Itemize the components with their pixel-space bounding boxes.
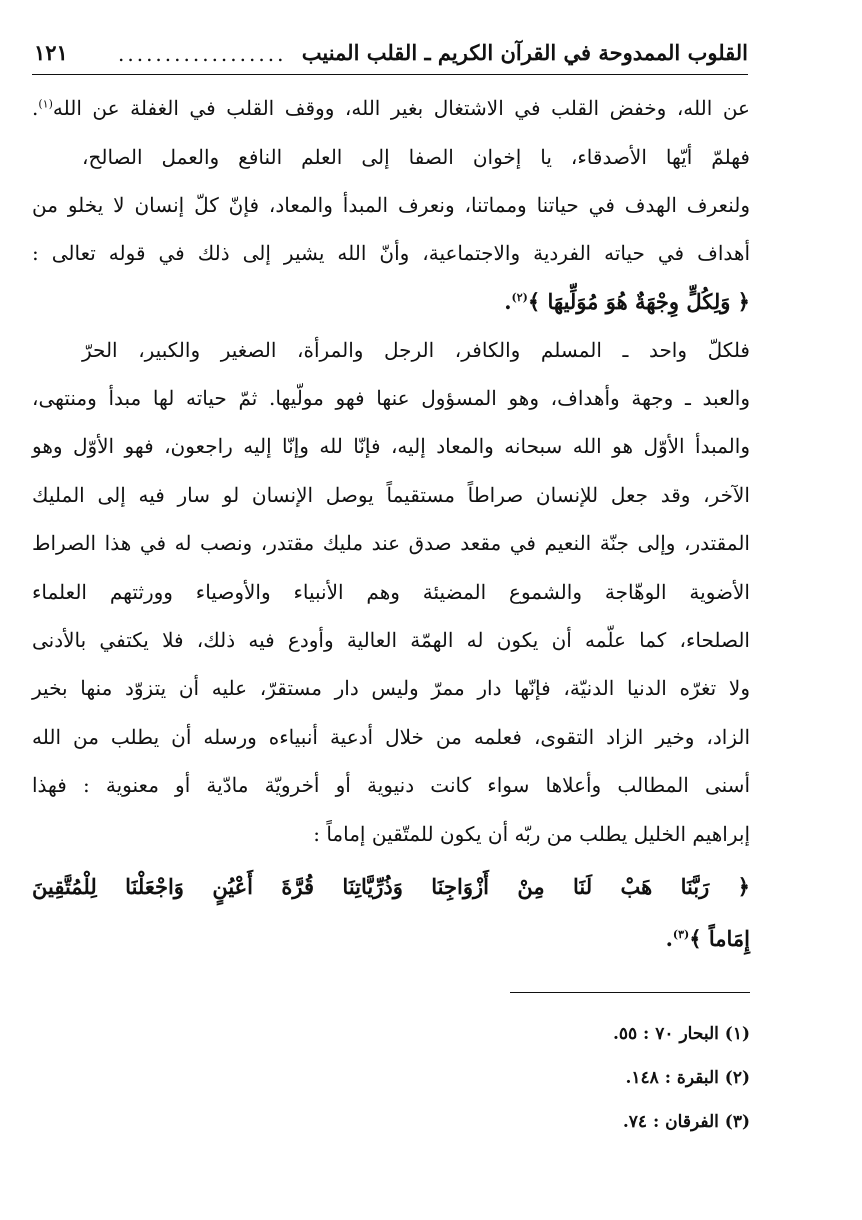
quran-verse: ﴿ رَبَّنَا هَبْ لَنَا مِنْ أَزْوَاجِنَا وَذُرِّيَّاتِنَا قُرَّةَ أَعْيُنٍ وَاجْعَلْنَا لِلْمُتَّقِينَ	[32, 874, 750, 899]
text-line: الآخر، وقد جعل للإنسان صراطاً مستقيماً يوصل الإنسان لو سار فيه إلى المليك	[32, 483, 750, 507]
running-title: القلوب الممدوحة في القرآن الكريم ـ القلب المنيب	[301, 40, 748, 65]
text-line: والمبدأ الأوّل هو الله سبحانه والمعاد إليه، فإنّا لله وإنّا إليه راجعون، فهو الأوّل وهو	[32, 434, 750, 458]
text-line: ولنعرف الهدف في حياتنا ومماتنا، ونعرف المبدأ والمعاد، فإنّ كلّ إنسان لا يخلو من	[32, 193, 750, 217]
text-line: الزاد، وخير الزاد التقوى، فعلمه من خلال أدعية أنبياءه ورسله أن يطلب من الله	[32, 725, 751, 749]
text-line: فلكلّ واحد ـ المسلم والكافر، الرجل والمرأة، الصغير والكبير، الحرّ	[82, 338, 750, 362]
text-line: الصلحاء، كما علّمه أن يكون له الهمّة العالية وأودع فيه ذلك، فلا يكتفي بالأدنى	[32, 628, 750, 652]
quran-verse: ﴿ وَلِكُلٍّ وِجْهَةٌ هُوَ مُوَلِّيهَا ﴾$^{(٢)}$.	[504, 289, 750, 314]
footnote: (١) البحار ٧٠ : ٥٥.	[612, 1024, 750, 1044]
text-line: أسنى المطالب وأعلاها سواء كانت دنيوية أو أخرويّة مادّية أو معنوية : فهذا	[32, 773, 750, 797]
footnote-marker: (٣)	[672, 928, 690, 941]
text-line: عن الله، وخفض القلب في الاشتغال بغير الله، ووقف القلب في الغفلة عن الله$^{(١)}$.	[32, 96, 750, 120]
text-line: المقتدر، وإلى جنّة النعيم في مقعد صدق عند مليك مقتدر، ونصب له في هذا الصراط	[32, 531, 750, 555]
text-line: إبراهيم الخليل يطلب من ربّه أن يكون للمتّقين إماماً :	[313, 822, 750, 846]
quran-verse: إِمَاماً ﴾$^{(٣)}$.	[665, 926, 750, 951]
footnote-divider	[510, 992, 750, 993]
footnote-marker: (١)	[38, 97, 53, 111]
footnote: (٣) الفرقان : ٧٤.	[622, 1112, 750, 1132]
footnote-marker: (٢)	[511, 291, 528, 304]
page-number: ١٢١	[34, 40, 68, 65]
text-line: الأضوية الوهّاجة والشموع المضيئة وهم الأنبياء والأوصياء وورثتهم العلماء	[32, 580, 750, 604]
text-line: ولا تغرّه الدنيا الدنيّة، فإنّها دار ممرّ وليس دار مستقرّ، عليه أن يتزوّد منها بخير	[32, 676, 750, 700]
leader-dots: ..................	[118, 42, 287, 66]
text-line: والعبد ـ وجهة وأهداف، وهو المسؤول عنها فهو مولّيها. ثمّ حياته لها مبدأ ومنتهى،	[32, 386, 750, 410]
text-line: أهداف في حياته الفردية والاجتماعية، وأنّ الله يشير إلى ذلك في قوله تعالى :	[32, 241, 750, 265]
page-header	[32, 38, 748, 75]
footnote: (٢) البقرة : ١٤٨.	[625, 1068, 750, 1088]
text-line: فهلمّ أيّها الأصدقاء، يا إخوان الصفا إلى العلم النافع والعمل الصالح،	[82, 145, 750, 169]
